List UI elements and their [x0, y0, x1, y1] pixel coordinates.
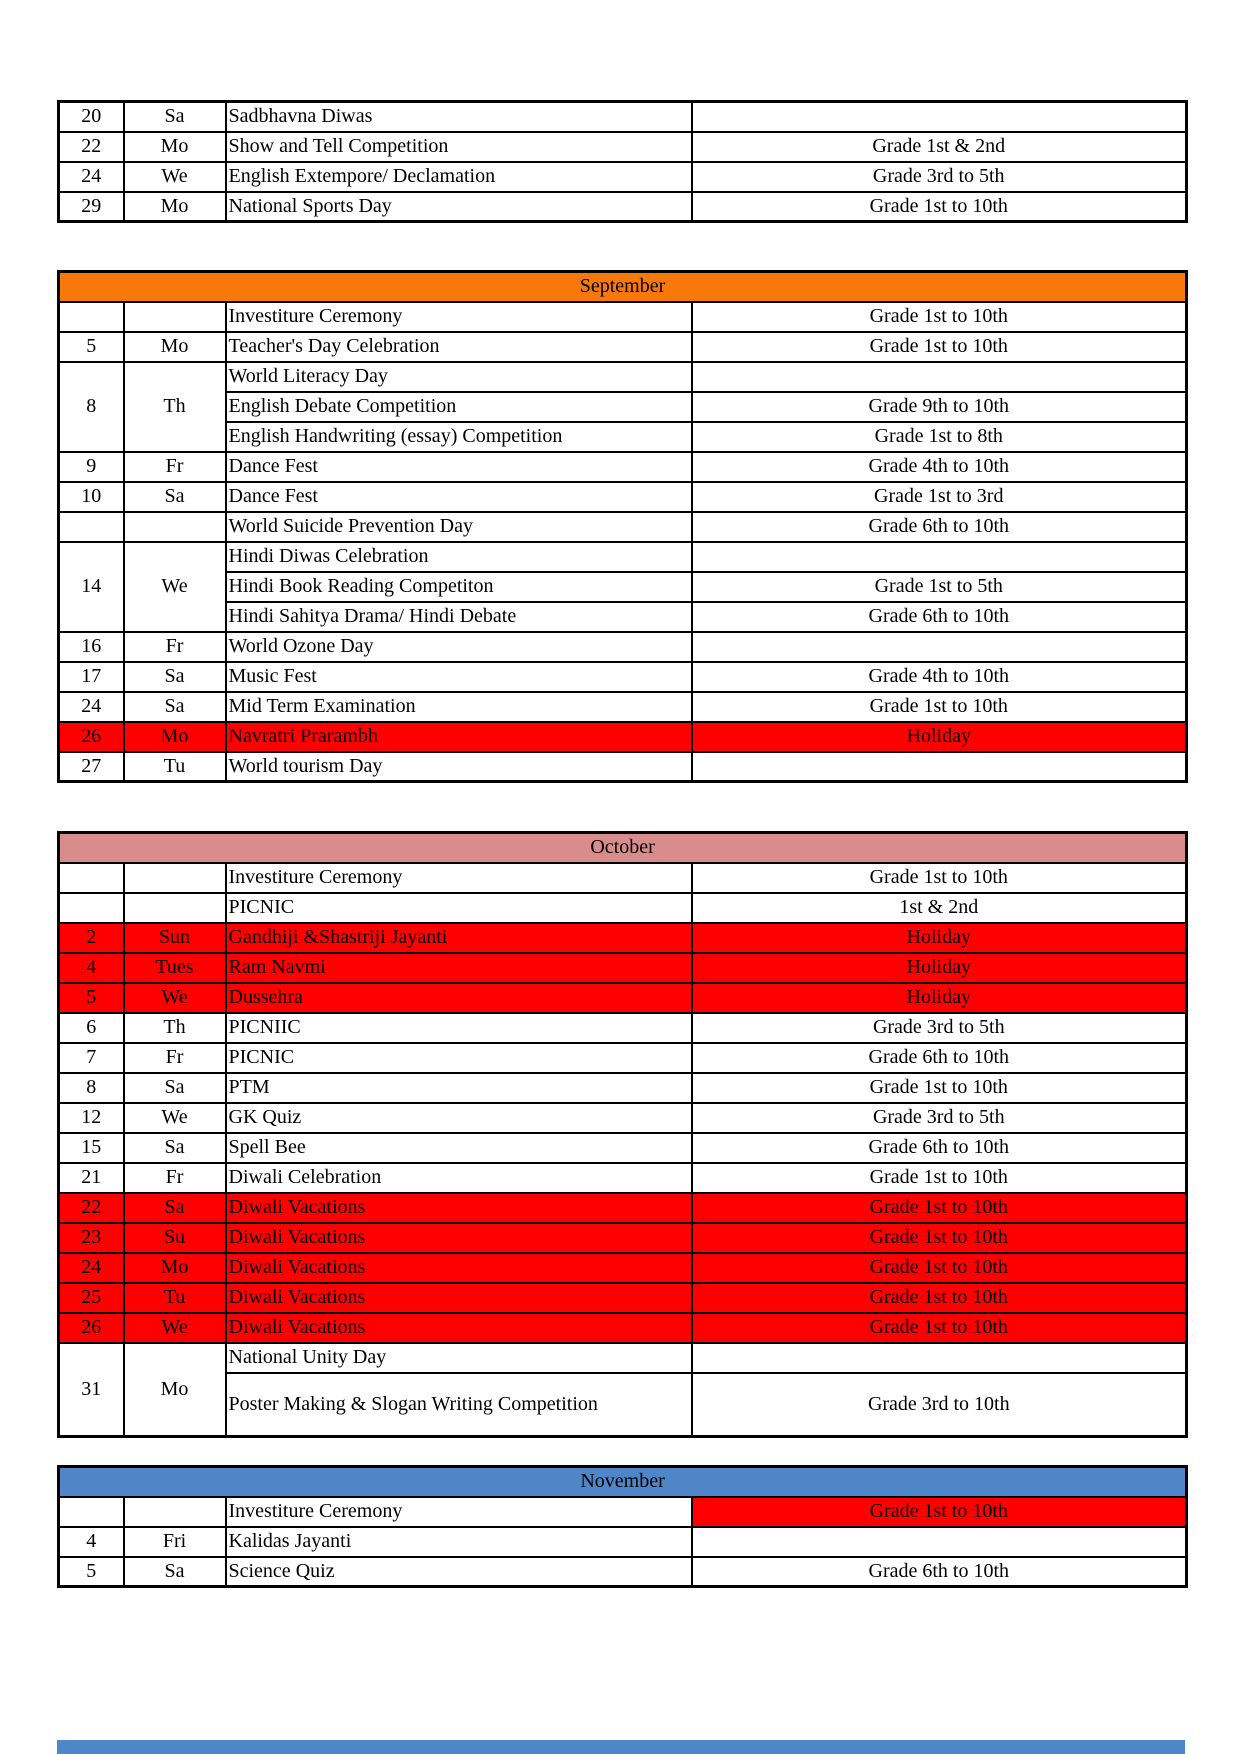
grade-cell: 1st & 2nd — [692, 893, 1187, 923]
table-row — [59, 1497, 1187, 1527]
grade-cell: Grade 1st to 10th — [692, 332, 1187, 362]
grade-cell: Grade 6th to 10th — [692, 1133, 1187, 1163]
table-row — [59, 983, 1187, 1013]
date-cell: 24 — [59, 162, 124, 192]
table-row — [59, 1557, 1187, 1587]
table-row — [59, 102, 1187, 132]
date-cell: 24 — [59, 1253, 124, 1283]
month-header-september: September — [59, 272, 1187, 302]
table-row — [59, 392, 1187, 422]
event-cell: World tourism Day — [226, 752, 692, 782]
date-cell: 5 — [59, 332, 124, 362]
day-cell: Fr — [124, 1163, 226, 1193]
day-cell: Su — [124, 1223, 226, 1253]
table-row — [59, 1223, 1187, 1253]
event-cell: World Ozone Day — [226, 632, 692, 662]
date-cell: 26 — [59, 722, 124, 752]
date-cell: 17 — [59, 662, 124, 692]
month-header-row — [59, 833, 1187, 863]
table-row — [59, 1193, 1187, 1223]
event-cell: Investiture Ceremony — [226, 1497, 692, 1527]
month-header-row — [59, 272, 1187, 302]
grade-cell: Grade 1st to 10th — [692, 863, 1187, 893]
day-cell — [124, 863, 226, 893]
event-cell: Spell Bee — [226, 1133, 692, 1163]
grade-cell: Grade 3rd to 5th — [692, 1013, 1187, 1043]
day-cell: Mo — [124, 332, 226, 362]
date-cell: 12 — [59, 1103, 124, 1133]
month-header-october: October — [59, 833, 1187, 863]
table-row — [59, 1527, 1187, 1557]
event-cell: Diwali Vacations — [226, 1313, 692, 1343]
event-cell: Dance Fest — [226, 452, 692, 482]
month-header-row — [59, 1467, 1187, 1497]
table-row — [59, 162, 1187, 192]
grade-cell: Grade 1st to 3rd — [692, 482, 1187, 512]
day-cell: Sa — [124, 692, 226, 722]
event-cell: Mid Term Examination — [226, 692, 692, 722]
date-cell: 22 — [59, 1193, 124, 1223]
event-cell: Hindi Book Reading Competiton — [226, 572, 692, 602]
event-cell: National Unity Day — [226, 1343, 692, 1373]
grade-cell: Grade 6th to 10th — [692, 512, 1187, 542]
date-cell: 4 — [59, 953, 124, 983]
date-cell: 27 — [59, 752, 124, 782]
table-row — [59, 1343, 1187, 1373]
event-cell: Dussehra — [226, 983, 692, 1013]
grade-cell: Grade 1st to 10th — [692, 1283, 1187, 1313]
day-cell — [124, 1497, 226, 1527]
grade-cell: Grade 6th to 10th — [692, 1043, 1187, 1073]
day-cell: Tues — [124, 953, 226, 983]
event-cell: English Handwriting (essay) Competition — [226, 422, 692, 452]
event-cell: Diwali Vacations — [226, 1283, 692, 1313]
table-row — [59, 512, 1187, 542]
grade-cell: Grade 6th to 10th — [692, 602, 1187, 632]
grade-cell: Holiday — [692, 722, 1187, 752]
day-cell — [124, 512, 226, 542]
day-cell: Th — [124, 1013, 226, 1043]
date-cell: 25 — [59, 1283, 124, 1313]
date-cell — [59, 512, 124, 542]
day-cell: Fr — [124, 452, 226, 482]
date-cell: 6 — [59, 1013, 124, 1043]
table-row — [59, 1283, 1187, 1313]
grade-cell: Grade 4th to 10th — [692, 452, 1187, 482]
date-cell: 10 — [59, 482, 124, 512]
date-cell: 24 — [59, 692, 124, 722]
day-cell: Sa — [124, 102, 226, 132]
event-cell: Poster Making & Slogan Writing Competition — [226, 1373, 692, 1437]
grade-cell: Grade 1st to 10th — [692, 1193, 1187, 1223]
table-row — [59, 1073, 1187, 1103]
grade-cell: Grade 4th to 10th — [692, 662, 1187, 692]
event-cell: Hindi Sahitya Drama/ Hindi Debate — [226, 602, 692, 632]
event-cell: National Sports Day — [226, 192, 692, 222]
table-row — [59, 542, 1187, 572]
day-cell: Fr — [124, 1043, 226, 1073]
event-cell: Diwali Celebration — [226, 1163, 692, 1193]
event-cell: Teacher's Day Celebration — [226, 332, 692, 362]
date-cell: 23 — [59, 1223, 124, 1253]
date-cell — [59, 863, 124, 893]
table-row — [59, 1103, 1187, 1133]
event-cell: Science Quiz — [226, 1557, 692, 1587]
event-cell: Ram Navmi — [226, 953, 692, 983]
day-cell: Tu — [124, 752, 226, 782]
table-row — [59, 132, 1187, 162]
grade-cell: Holiday — [692, 923, 1187, 953]
event-cell: Kalidas Jayanti — [226, 1527, 692, 1557]
grade-cell: Grade 3rd to 10th — [692, 1373, 1187, 1437]
grade-cell: Grade 1st to 10th — [692, 302, 1187, 332]
event-cell: Dance Fest — [226, 482, 692, 512]
date-cell: 20 — [59, 102, 124, 132]
calendar-table-november — [57, 1465, 1188, 1588]
grade-cell: Grade 1st to 10th — [692, 692, 1187, 722]
table-row — [59, 923, 1187, 953]
date-cell: 29 — [59, 192, 124, 222]
grade-cell — [692, 542, 1187, 572]
table-row — [59, 893, 1187, 923]
day-cell: Mo — [124, 1343, 226, 1437]
grade-cell — [692, 102, 1187, 132]
table-row — [59, 953, 1187, 983]
event-cell: Investiture Ceremony — [226, 863, 692, 893]
grade-cell: Grade 1st to 10th — [692, 1073, 1187, 1103]
table-row — [59, 1013, 1187, 1043]
grade-cell: Grade 3rd to 5th — [692, 162, 1187, 192]
grade-cell: Grade 6th to 10th — [692, 1557, 1187, 1587]
grade-cell: Grade 1st to 10th — [692, 1163, 1187, 1193]
day-cell: Mo — [124, 132, 226, 162]
day-cell: We — [124, 162, 226, 192]
table-row — [59, 1043, 1187, 1073]
table-row — [59, 632, 1187, 662]
calendar-table-august-partial — [57, 100, 1188, 223]
event-cell: Navratri Prarambh — [226, 722, 692, 752]
day-cell: Tu — [124, 1283, 226, 1313]
event-cell: PICNIC — [226, 893, 692, 923]
day-cell: Mo — [124, 1253, 226, 1283]
day-cell: Sa — [124, 482, 226, 512]
event-cell: GK Quiz — [226, 1103, 692, 1133]
date-cell: 8 — [59, 1073, 124, 1103]
table-row — [59, 863, 1187, 893]
grade-cell — [692, 632, 1187, 662]
date-cell: 7 — [59, 1043, 124, 1073]
date-cell: 16 — [59, 632, 124, 662]
table-row — [59, 692, 1187, 722]
date-cell — [59, 302, 124, 332]
table-row — [59, 482, 1187, 512]
date-cell: 31 — [59, 1343, 124, 1437]
table-row — [59, 1373, 1187, 1437]
day-cell: Sun — [124, 923, 226, 953]
event-cell: English Debate Competition — [226, 392, 692, 422]
table-row — [59, 1133, 1187, 1163]
table-row — [59, 422, 1187, 452]
grade-cell: Grade 1st to 10th — [692, 192, 1187, 222]
date-cell: 14 — [59, 542, 124, 632]
date-cell: 4 — [59, 1527, 124, 1557]
date-cell: 5 — [59, 1557, 124, 1587]
event-cell: World Literacy Day — [226, 362, 692, 392]
table-row — [59, 722, 1187, 752]
grade-cell: Grade 1st & 2nd — [692, 132, 1187, 162]
day-cell: Fri — [124, 1527, 226, 1557]
event-cell: PICNIC — [226, 1043, 692, 1073]
event-cell: Music Fest — [226, 662, 692, 692]
grade-cell: Grade 1st to 10th — [692, 1223, 1187, 1253]
table-row — [59, 662, 1187, 692]
event-cell: Hindi Diwas Celebration — [226, 542, 692, 572]
grade-cell — [692, 1343, 1187, 1373]
grade-cell: Holiday — [692, 953, 1187, 983]
day-cell: Fr — [124, 632, 226, 662]
table-row — [59, 452, 1187, 482]
event-cell: Diwali Vacations — [226, 1193, 692, 1223]
event-cell: English Extempore/ Declamation — [226, 162, 692, 192]
grade-cell — [692, 752, 1187, 782]
table-row — [59, 332, 1187, 362]
event-cell: Diwali Vacations — [226, 1223, 692, 1253]
day-cell — [124, 302, 226, 332]
event-cell: Show and Tell Competition — [226, 132, 692, 162]
day-cell: Sa — [124, 1073, 226, 1103]
day-cell: Sa — [124, 662, 226, 692]
date-cell — [59, 1497, 124, 1527]
day-cell: Mo — [124, 192, 226, 222]
event-cell: Investiture Ceremony — [226, 302, 692, 332]
table-row — [59, 1253, 1187, 1283]
day-cell: We — [124, 1103, 226, 1133]
table-row — [59, 752, 1187, 782]
calendar-table-october — [57, 831, 1188, 1438]
month-header-partial-strip — [57, 1740, 1185, 1754]
grade-cell — [692, 362, 1187, 392]
date-cell — [59, 893, 124, 923]
event-cell: Gandhiji &Shastriji Jayanti — [226, 923, 692, 953]
day-cell: Mo — [124, 722, 226, 752]
grade-cell: Grade 1st to 5th — [692, 572, 1187, 602]
date-cell: 21 — [59, 1163, 124, 1193]
grade-cell: Holiday — [692, 983, 1187, 1013]
table-row — [59, 602, 1187, 632]
calendar-table-september — [57, 270, 1188, 783]
event-cell: PTM — [226, 1073, 692, 1103]
date-cell: 26 — [59, 1313, 124, 1343]
grade-cell: Grade 1st to 10th — [692, 1497, 1187, 1527]
calendar-root — [57, 100, 1185, 1588]
event-cell: World Suicide Prevention Day — [226, 512, 692, 542]
date-cell: 2 — [59, 923, 124, 953]
day-cell: We — [124, 1313, 226, 1343]
grade-cell: Grade 1st to 10th — [692, 1253, 1187, 1283]
table-row — [59, 1163, 1187, 1193]
date-cell: 8 — [59, 362, 124, 452]
day-cell: Sa — [124, 1193, 226, 1223]
date-cell: 22 — [59, 132, 124, 162]
date-cell: 15 — [59, 1133, 124, 1163]
grade-cell: Grade 1st to 8th — [692, 422, 1187, 452]
grade-cell: Grade 9th to 10th — [692, 392, 1187, 422]
table-row — [59, 572, 1187, 602]
month-header-november: November — [59, 1467, 1187, 1497]
day-cell: Th — [124, 362, 226, 452]
event-cell: Sadbhavna Diwas — [226, 102, 692, 132]
day-cell: Sa — [124, 1557, 226, 1587]
day-cell: Sa — [124, 1133, 226, 1163]
day-cell: We — [124, 983, 226, 1013]
grade-cell — [692, 1527, 1187, 1557]
event-cell: Diwali Vacations — [226, 1253, 692, 1283]
grade-cell: Grade 3rd to 5th — [692, 1103, 1187, 1133]
table-row — [59, 362, 1187, 392]
event-cell: PICNIIC — [226, 1013, 692, 1043]
grade-cell: Grade 1st to 10th — [692, 1313, 1187, 1343]
date-cell: 5 — [59, 983, 124, 1013]
table-row — [59, 1313, 1187, 1343]
day-cell — [124, 893, 226, 923]
day-cell: We — [124, 542, 226, 632]
date-cell: 9 — [59, 452, 124, 482]
table-row — [59, 192, 1187, 222]
table-row — [59, 302, 1187, 332]
